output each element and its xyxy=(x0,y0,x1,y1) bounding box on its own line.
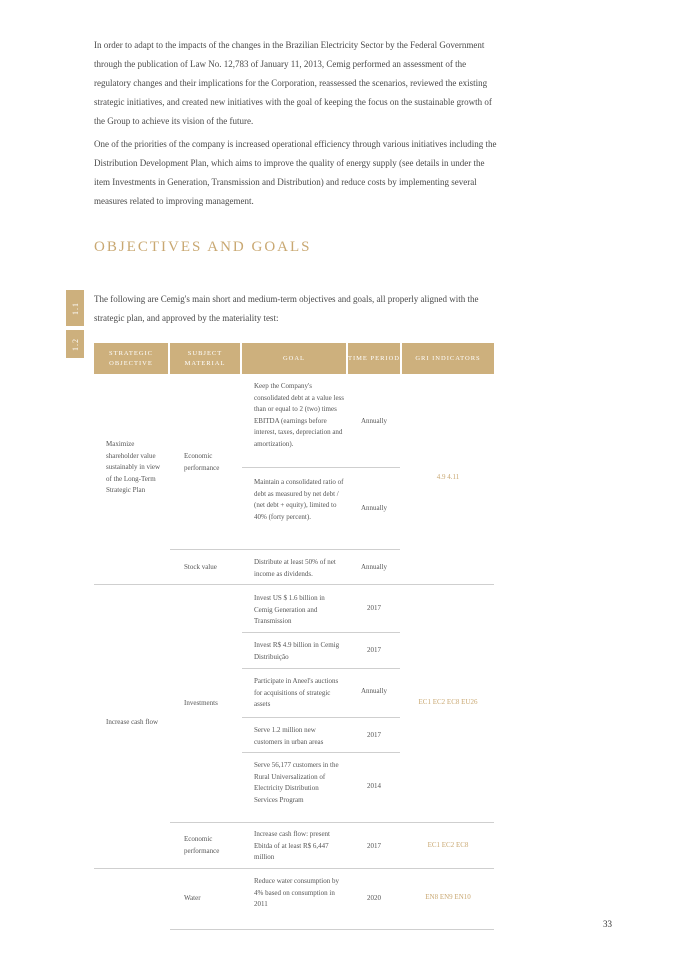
header-strategic-objective: STRATEGIC OBJECTIVE xyxy=(94,343,168,374)
period-water: 2020 xyxy=(367,894,381,902)
subject-stock-value: Stock value xyxy=(184,563,217,571)
gri-investments: EC1 EC2 EC8 EU26 xyxy=(418,698,478,706)
row-divider xyxy=(170,929,494,930)
section-tab-1-2[interactable]: 1.2 xyxy=(66,330,84,358)
goal-water: Reduce water consumption by 4% based on consumption in 2011 xyxy=(254,877,339,908)
header-gri-indicators: GRI INDICATORS xyxy=(402,343,494,374)
row-divider xyxy=(242,717,400,718)
period-ebitda: 2017 xyxy=(367,842,381,850)
goal-aneel-auctions: Participate in Aneel's auctions for acquisitions of strategic assets xyxy=(254,677,339,708)
objective-increase-cash-flow: Increase cash flow xyxy=(106,718,159,726)
goal-invest-gt: Invest US $ 1.6 billion in Cemig Generation and Transmission xyxy=(254,594,325,625)
gri-water: EN8 EN9 EN10 xyxy=(425,893,471,901)
goal-invest-distribuicao: Invest R$ 4.9 billion in Cemig Distribuição xyxy=(254,641,340,661)
subject-economic-performance-1: Economic performance xyxy=(184,452,220,472)
row-divider xyxy=(170,549,400,550)
row-divider xyxy=(242,632,400,633)
section-tab-1-1[interactable]: 1.1 xyxy=(66,290,84,326)
subject-investments: Investments xyxy=(184,699,218,707)
period-aneel-auctions: Annually xyxy=(360,687,388,695)
row-divider xyxy=(242,467,400,468)
gri-economic-performance: EC1 EC2 EC8 xyxy=(427,841,469,849)
row-divider xyxy=(242,752,400,753)
goal-ebitda: Increase cash flow: present Ebitda of at least R$ 6,447 million xyxy=(254,830,330,861)
header-time-period: TIME PERIOD xyxy=(348,343,400,374)
period-dividends: Annually xyxy=(360,563,388,571)
header-goal: GOAL xyxy=(242,343,346,374)
goal-debt-ratio: Maintain a consolidated ratio of debt as measured by net debt / (net debt + equity), limited to 40% (forty percent). xyxy=(254,478,344,521)
gri-maximize-value: 4.9 4.11 xyxy=(436,473,460,481)
period-rural-customers: 2014 xyxy=(367,782,381,790)
section-intro: The following are Cemig's main short and medium-term objectives and goals, all properly aligned with the strategic plan, and approved by the materiality test: xyxy=(94,294,479,323)
goal-rural-customers: Serve 56,177 customers in the Rural Universalization of Electricity Distribution Services Program xyxy=(254,761,339,804)
period-debt-ratio: Annually xyxy=(360,504,388,512)
row-divider xyxy=(170,822,494,823)
period-debt-ebitda: Annually xyxy=(360,417,388,425)
section-title: OBJECTIVES AND GOALS xyxy=(94,239,312,255)
intro-paragraph-2: One of the priorities of the company is increased operational efficiency through various initiatives including the Distribution Development Plan, which aims to improve the quality of energy supply (see details in under the item Investments in Generation, Transmission and Distribution) and reduce costs by implementing several measures related to improving management. xyxy=(94,139,497,206)
period-invest-distribuicao: 2017 xyxy=(367,646,381,654)
page-number: 33 xyxy=(603,919,612,929)
row-divider xyxy=(94,868,494,869)
subject-economic-performance-2: Economic performance xyxy=(184,835,220,855)
subject-water: Water xyxy=(184,894,201,902)
goal-dividends: Distribute at least 50% of net income as dividends. xyxy=(254,558,336,578)
intro-paragraph-1: In order to adapt to the impacts of the changes in the Brazilian Electricity Sector by the Federal Government through the publication of Law No. 12,783 of January 11, 2013, Cemig performed an assessment of the regulatory changes and their implications for the Corporation, reassessed the scenarios, reviewed the existing strategic initiatives, and created new initiatives with the goal of keeping the focus on the sustainable growth of the Group to achieve its vision of the future. xyxy=(94,40,492,126)
goal-debt-ebitda: Keep the Company's consolidated debt at a value less than or equal to 2 (two) times EBITDA (earnings before interest, taxes, depreciation and amortization). xyxy=(254,382,344,448)
row-divider xyxy=(242,668,400,669)
goal-urban-customers: Serve 1.2 million new customers in urban areas xyxy=(254,726,324,746)
period-urban-customers: 2017 xyxy=(367,731,381,739)
row-divider xyxy=(94,584,494,585)
objective-maximize-value: Maximize shareholder value sustainably in view of the Long-Term Strategic Plan xyxy=(106,440,161,494)
period-invest-gt: 2017 xyxy=(367,604,381,612)
header-subject-material: SUBJECT MATERIAL xyxy=(170,343,240,374)
